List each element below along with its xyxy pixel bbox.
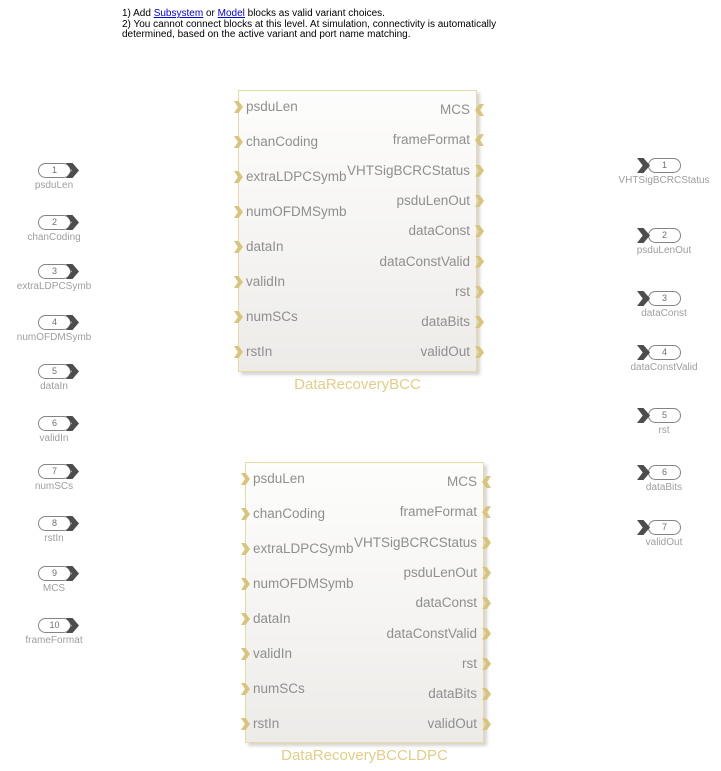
block-outport-label-dataConstValid: dataConstValid <box>386 625 477 641</box>
inport-MCS[interactable] <box>38 566 72 594</box>
block-outport-chevron-icon <box>482 567 491 579</box>
inport-label: frameFormat <box>25 635 83 646</box>
block-inport-label-validIn: validIn <box>246 274 286 289</box>
block-inport-label-numOFDMSymb: numOFDMSymb <box>246 204 347 219</box>
inport-rstIn[interactable] <box>38 516 72 544</box>
block-inport-chevron-icon <box>241 543 250 555</box>
block-inport-label-numSCs: numSCs <box>253 681 305 696</box>
block-inport-label-numOFDMSymb: numOFDMSymb <box>253 576 354 591</box>
block-outport-label-dataBits: dataBits <box>421 314 470 330</box>
inport-number: 3 <box>38 264 71 279</box>
block-outport-chevron-icon <box>475 316 484 328</box>
block-DataRecoveryBCCLDPC[interactable] <box>245 462 484 764</box>
block-inport-chevron-icon <box>234 101 243 113</box>
inport-label: rstIn <box>44 533 64 544</box>
block-inport-label-extraLDPCSymb: extraLDPCSymb <box>246 169 347 184</box>
outport-arrow-icon <box>637 158 650 173</box>
outport-label: rst <box>658 425 670 436</box>
inport-label: extraLDPCSymb <box>16 281 92 292</box>
block-inport-label-rstIn: rstIn <box>246 344 273 359</box>
block-inport-chevron-icon <box>475 104 484 116</box>
inport-number: 2 <box>38 215 71 230</box>
block-inport-chevron-icon <box>241 473 250 485</box>
block-outport-chevron-icon <box>482 597 491 609</box>
outport-number: 1 <box>648 158 681 173</box>
block-outport-chevron-icon <box>475 165 484 177</box>
outport-arrow-icon <box>637 228 650 243</box>
block-inport-label-psduLen: psduLen <box>246 99 298 114</box>
annotation <box>122 9 542 41</box>
outport-dataBits[interactable] <box>645 465 683 493</box>
block-outport-label-validOut: validOut <box>427 716 477 732</box>
block-inport-chevron-icon <box>241 613 250 625</box>
block-inport-label-frameFormat: frameFormat <box>399 504 477 520</box>
block-inport-label-chanCoding: chanCoding <box>246 134 319 149</box>
inport-number: 8 <box>38 516 71 531</box>
block-inport-label-frameFormat: frameFormat <box>392 132 470 148</box>
inport-numOFDMSymb[interactable] <box>16 315 92 343</box>
block-inport-label-MCS: MCS <box>440 102 470 117</box>
outport-dataConstValid[interactable] <box>630 345 698 373</box>
outport-label: VHTSigBCRCStatus <box>618 175 710 186</box>
inport-psduLen[interactable] <box>34 163 74 191</box>
block-outport-chevron-icon <box>482 537 491 549</box>
block-inport-label-rstIn: rstIn <box>253 716 280 731</box>
inport-number: 9 <box>38 566 71 581</box>
block-inport-label-validIn: validIn <box>253 646 293 661</box>
block-outport-chevron-icon <box>475 346 484 358</box>
inport-dataIn[interactable] <box>38 364 72 392</box>
outport-number: 5 <box>648 408 681 423</box>
block-inport-chevron-icon <box>234 171 243 183</box>
model-link[interactable]: Model <box>217 8 245 19</box>
outport-arrow-icon <box>637 345 650 360</box>
block-inport-chevron-icon <box>241 718 250 730</box>
block-inport-chevron-icon <box>482 476 491 488</box>
block-inport-chevron-icon <box>241 578 250 590</box>
inport-number: 5 <box>38 364 71 379</box>
block-outport-label-VHTSigBCRCStatus: VHTSigBCRCStatus <box>353 534 477 550</box>
block-inport-label-psduLen: psduLen <box>253 471 305 486</box>
block-outport-chevron-icon <box>475 195 484 207</box>
block-inport-chevron-icon <box>234 206 243 218</box>
block-inport-chevron-icon <box>482 506 491 518</box>
block-name: DataRecoveryBCCLDPC <box>281 747 448 764</box>
block-outport-label-rst: rst <box>455 283 470 299</box>
inport-chanCoding[interactable] <box>27 215 81 243</box>
inport-label: psduLen <box>34 180 74 191</box>
block-inport-label-dataIn: dataIn <box>253 611 291 626</box>
block-outport-label-psduLenOut: psduLenOut <box>403 564 477 580</box>
inport-label: validIn <box>39 433 69 444</box>
outport-label: dataConst <box>641 308 687 319</box>
block-outport-chevron-icon <box>475 256 484 268</box>
outport-label: dataBits <box>645 482 683 493</box>
block-inport-label-dataIn: dataIn <box>246 239 284 254</box>
block-outport-chevron-icon <box>482 658 491 670</box>
block-inport-chevron-icon <box>234 276 243 288</box>
block-outport-label-dataConst: dataConst <box>415 595 477 611</box>
block-outport-label-psduLenOut: psduLenOut <box>396 192 470 208</box>
block-inport-chevron-icon <box>241 683 250 695</box>
block-outport-label-dataConst: dataConst <box>408 223 470 239</box>
subsystem-link[interactable]: Subsystem <box>153 8 204 19</box>
block-inport-chevron-icon <box>475 134 484 146</box>
inport-number: 10 <box>38 618 71 633</box>
inport-number: 4 <box>38 315 71 330</box>
outport-number: 6 <box>648 465 681 480</box>
block-inport-chevron-icon <box>234 136 243 148</box>
block-inport-label-extraLDPCSymb: extraLDPCSymb <box>253 541 354 556</box>
annotation-text: 1) Add <box>122 8 154 19</box>
outport-dataConst[interactable] <box>641 291 687 319</box>
inport-label: numSCs <box>34 481 74 492</box>
outport-validOut[interactable] <box>645 520 683 548</box>
block-outport-label-VHTSigBCRCStatus: VHTSigBCRCStatus <box>346 162 470 178</box>
block-outport-label-rst: rst <box>462 655 477 671</box>
outport-label: validOut <box>645 537 683 548</box>
inport-extraLDPCSymb[interactable] <box>16 264 92 292</box>
block-inport-label-numSCs: numSCs <box>246 309 298 324</box>
block-inport-chevron-icon <box>234 241 243 253</box>
block-inport-chevron-icon <box>241 648 250 660</box>
block-name: DataRecoveryBCC <box>294 376 421 393</box>
block-outport-chevron-icon <box>482 628 491 640</box>
annotation-text: blocks as valid variant choices. <box>244 8 385 19</box>
outport-psduLenOut[interactable] <box>636 228 692 256</box>
block-DataRecoveryBCC[interactable] <box>238 90 477 393</box>
block-outport-label-dataBits: dataBits <box>428 686 477 702</box>
block-outport-chevron-icon <box>482 688 491 700</box>
inport-label: dataIn <box>40 381 68 392</box>
outport-number: 2 <box>648 228 681 243</box>
block-outport-chevron-icon <box>482 718 491 730</box>
block-inport-label-chanCoding: chanCoding <box>253 506 326 521</box>
block-inport-chevron-icon <box>234 311 243 323</box>
outport-label: psduLenOut <box>636 245 692 256</box>
block-inport-chevron-icon <box>234 346 243 358</box>
inport-number: 7 <box>38 464 71 479</box>
annotation-line3: determined, based on the active variant and port name matching. <box>122 29 411 40</box>
outport-number: 7 <box>648 520 681 535</box>
outport-arrow-icon <box>637 408 650 423</box>
inport-label: chanCoding <box>27 232 81 243</box>
block-inport-label-MCS: MCS <box>447 474 477 489</box>
outport-arrow-icon <box>637 291 650 306</box>
block-outport-chevron-icon <box>475 286 484 298</box>
block-outport-label-dataConstValid: dataConstValid <box>379 253 470 269</box>
annotation-line2: 2) You cannot connect blocks at this level. At simulation, connectivity is automatically <box>122 18 497 30</box>
outport-arrow-icon <box>637 465 650 480</box>
inport-frameFormat[interactable] <box>25 618 83 646</box>
outport-VHTSigBCRCStatus[interactable] <box>618 158 710 186</box>
outport-rst[interactable] <box>648 408 682 436</box>
inport-numSCs[interactable] <box>34 464 74 492</box>
outport-arrow-icon <box>637 520 650 535</box>
outport-label: dataConstValid <box>630 362 698 373</box>
outport-number: 3 <box>648 291 681 306</box>
block-inport-chevron-icon <box>241 508 250 520</box>
inport-label: numOFDMSymb <box>16 332 92 343</box>
annotation-line1 <box>122 9 542 20</box>
inport-label: MCS <box>42 583 66 594</box>
inport-number: 1 <box>38 163 71 178</box>
block-outport-chevron-icon <box>475 225 484 237</box>
inport-number: 6 <box>38 416 71 431</box>
inport-validIn[interactable] <box>38 416 72 444</box>
block-outport-label-validOut: validOut <box>420 344 470 360</box>
outport-number: 4 <box>648 345 681 360</box>
annotation-text: or <box>203 8 218 19</box>
